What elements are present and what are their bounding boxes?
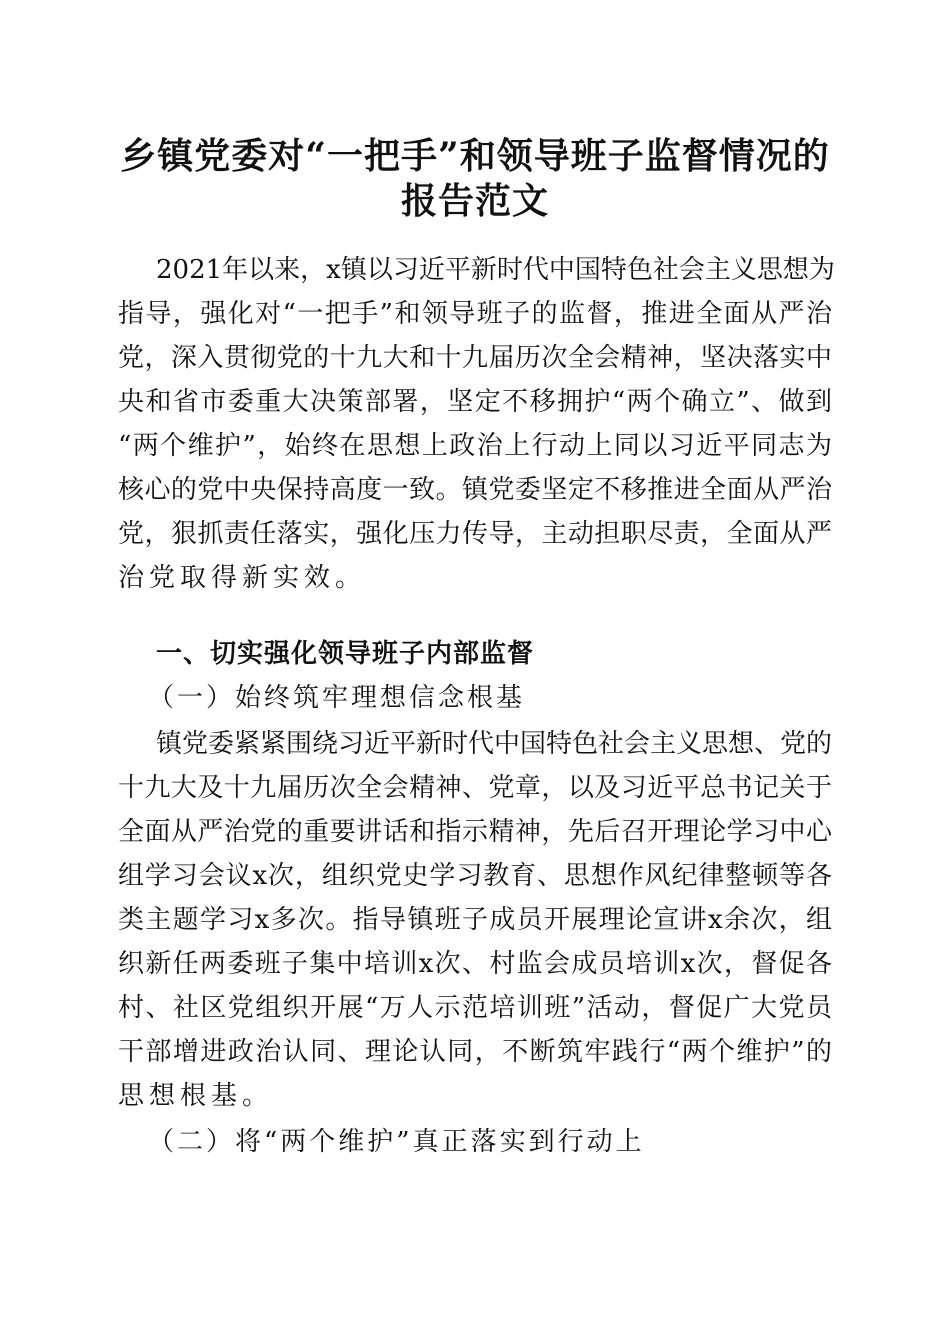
subsection-heading: （一）始终筑牢理想信念根基 — [148, 683, 526, 713]
text-line: 类主题学习x多次。指导镇班子成员开展理论宣讲x余次，组 — [118, 905, 832, 935]
text-line: 村、社区党组织开展“万人示范培训班”活动，督促广大党员 — [118, 993, 832, 1023]
text-line: 党，深入贯彻党的十九大和十九届历次全会精神，坚决落实中 — [118, 343, 832, 373]
text-line: 镇党委紧紧围绕习近平新时代中国特色社会主义思想、党的 — [156, 729, 833, 759]
subsection-heading: （二）将“两个维护”真正落实到行动上 — [148, 1127, 645, 1157]
text-line: 全面从严治党的重要讲话和指示精神，先后召开理论学习中心 — [118, 817, 832, 847]
paragraph-section-1 — [118, 722, 832, 1118]
text-line: 思想根基。 — [118, 1081, 274, 1111]
text-line: 指导，强化对“一把手”和领导班子的监督，推进全面从严治 — [118, 299, 832, 329]
title-line: 乡镇党委对“一把手”和领导班子监督情况的 — [120, 135, 830, 177]
text-line: 央和省市委重大决策部署，坚定不移拥护“两个确立”、做到 — [118, 387, 832, 417]
text-line: 织新任两委班子集中培训x次、村监会成员培训x次，督促各 — [118, 949, 832, 979]
section-heading: 一、切实强化领导班子内部监督 — [156, 639, 535, 669]
title-line: 报告范文 — [400, 180, 549, 222]
text-line: 十九大及十九届历次全会精神、党章，以及习近平总书记关于 — [118, 773, 832, 803]
document-title — [100, 134, 850, 224]
text-line: 2021年以来，x镇以习近平新时代中国特色社会主义思想为 — [156, 255, 835, 285]
text-line: 党，狠抓责任落实，强化压力传导，主动担职尽责，全面从严 — [118, 519, 832, 549]
paragraph-intro — [118, 248, 835, 600]
document-body — [118, 248, 835, 1164]
text-line: 干部增进政治认同、理论认同，不断筑牢践行“两个维护”的 — [118, 1037, 832, 1067]
text-line: 核心的党中央保持高度一致。镇党委坚定不移推进全面从严治 — [118, 475, 832, 505]
text-line: 治党取得新实效。 — [118, 563, 367, 593]
text-line: “两个维护”，始终在思想上政治上行动上同以习近平同志为 — [118, 431, 832, 461]
text-line: 组学习会议x次，组织党史学习教育、思想作风纪律整顿等各 — [118, 861, 832, 891]
